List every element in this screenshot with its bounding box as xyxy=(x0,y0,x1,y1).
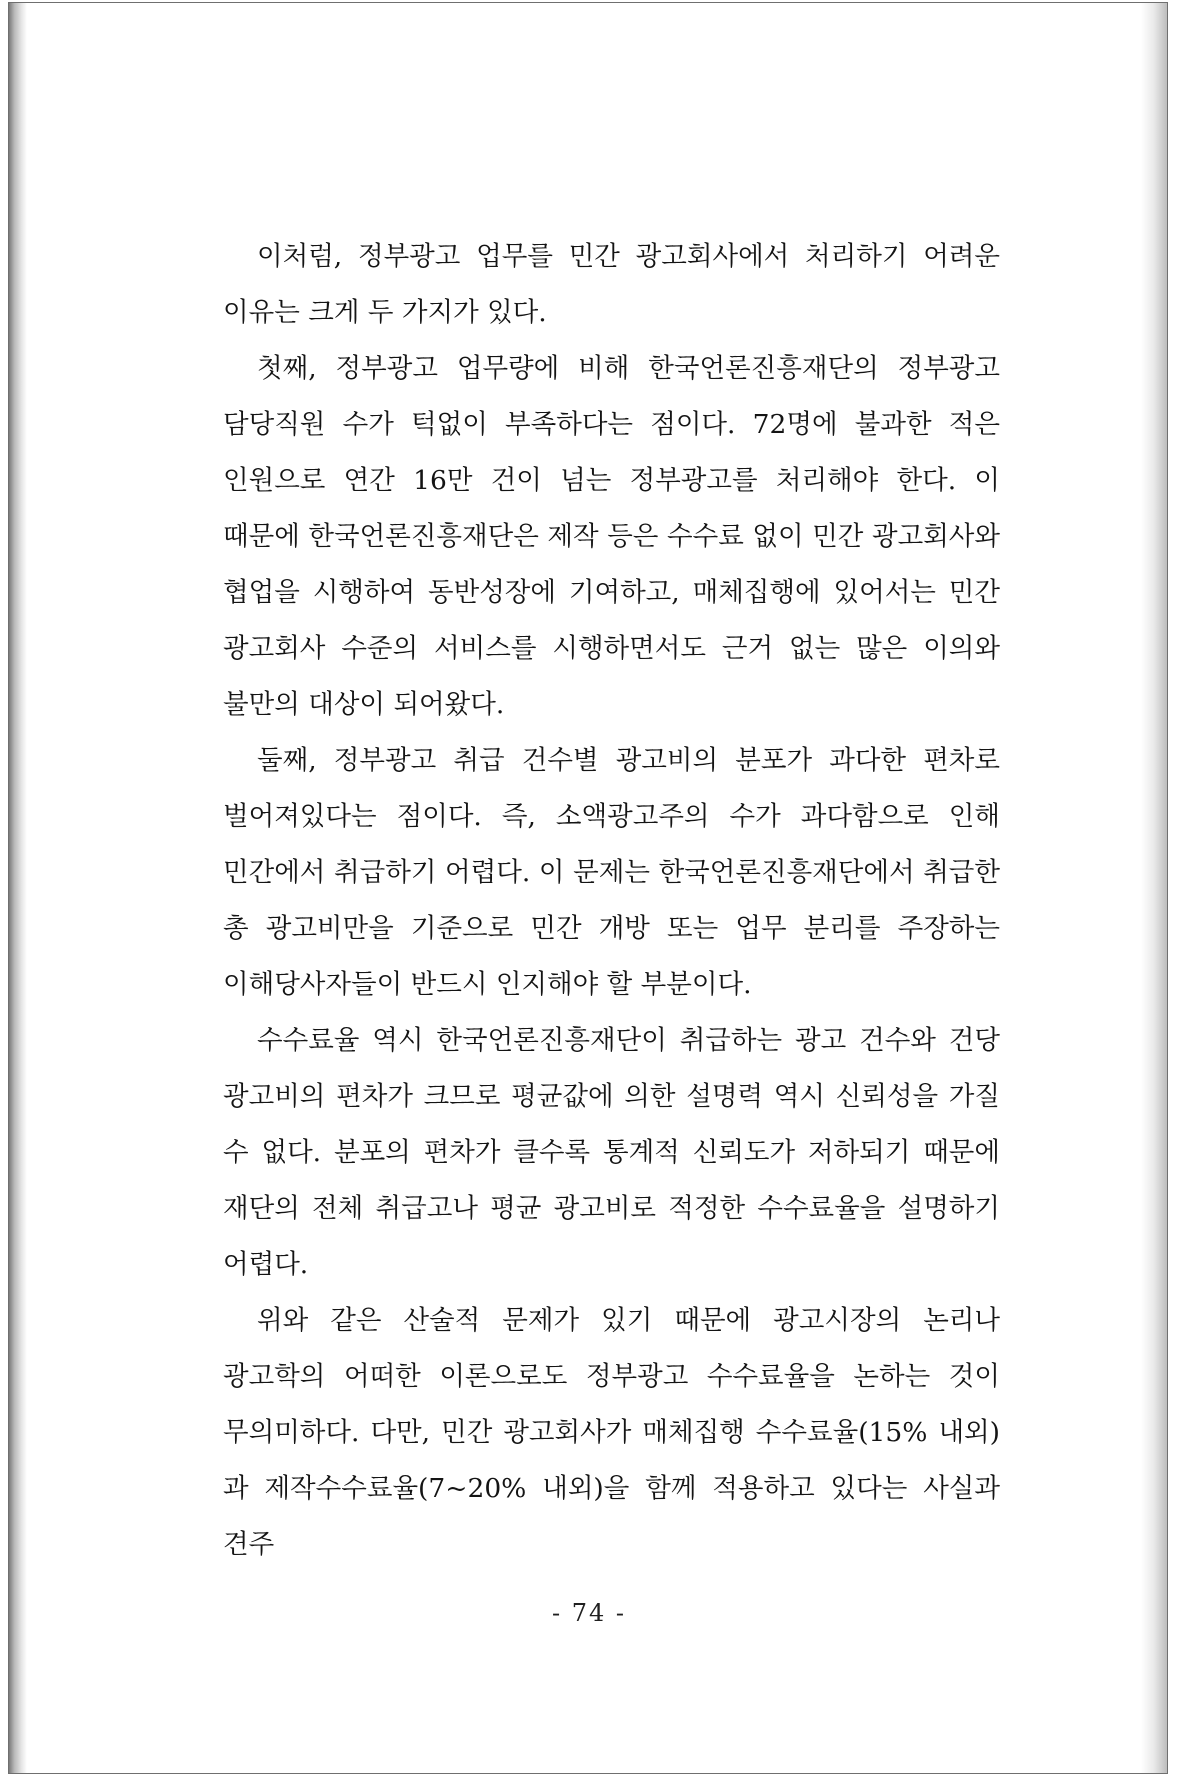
paragraph-5: 위와 같은 산술적 문제가 있기 때문에 광고시장의 논리나 광고학의 어떠한 이론으로도 정부광고 수수료율을 논하는 것이 무의미하다. 다만, 민간 광고회사가 매체집행 수수료율(15% 내외)과 제작수수료율(7~20% 내외)을 함께 적용하고 있다는 사실과 견주 xyxy=(223,1305,1000,1560)
page-number: - 74 - xyxy=(551,1599,626,1627)
paragraph-2: 첫째, 정부광고 업무량에 비해 한국언론진흥재단의 정부광고 담당직원 수가 턱없이 부족하다는 점이다. 72명에 불과한 적은 인원으로 연간 16만 건이 넘는 정부광고를 처리해야 한다. 이 때문에 한국언론진흥재단은 제작 등은 수수료 없이 민간 광고회사와 협업을 시행하여 동반성장에 기여하고, 매체집행에 있어서는 민간 광고회사 수준의 서비스를 시행하면서도 근거 없는 많은 이의와 불만의 대상이 되어왔다. xyxy=(223,353,1000,720)
paragraph-3: 둘째, 정부광고 취급 건수별 광고비의 분포가 과다한 편차로 벌어져있다는 점이다. 즉, 소액광고주의 수가 과다함으로 인해 민간에서 취급하기 어렵다. 이 문제는 한국언론진흥재단에서 취급한 총 광고비만을 기준으로 민간 개방 또는 업무 분리를 주장하는 이해당사자들이 반드시 인지해야 할 부분이다. xyxy=(223,745,1000,1000)
page-edge-shadow xyxy=(1141,3,1167,1773)
paragraph-1: 이처럼, 정부광고 업무를 민간 광고회사에서 처리하기 어려운 이유는 크게 두 가지가 있다. xyxy=(223,241,1000,328)
body-text xyxy=(223,229,1000,1573)
page-spine-shadow xyxy=(9,3,27,1773)
book-page xyxy=(8,2,1168,1774)
paragraph-4: 수수료율 역시 한국언론진흥재단이 취급하는 광고 건수와 건당 광고비의 편차가 크므로 평균값에 의한 설명력 역시 신뢰성을 가질 수 없다. 분포의 편차가 클수록 통계적 신뢰도가 저하되기 때문에 재단의 전체 취급고나 평균 광고비로 적정한 수수료율을 설명하기 어렵다. xyxy=(223,1025,1000,1280)
